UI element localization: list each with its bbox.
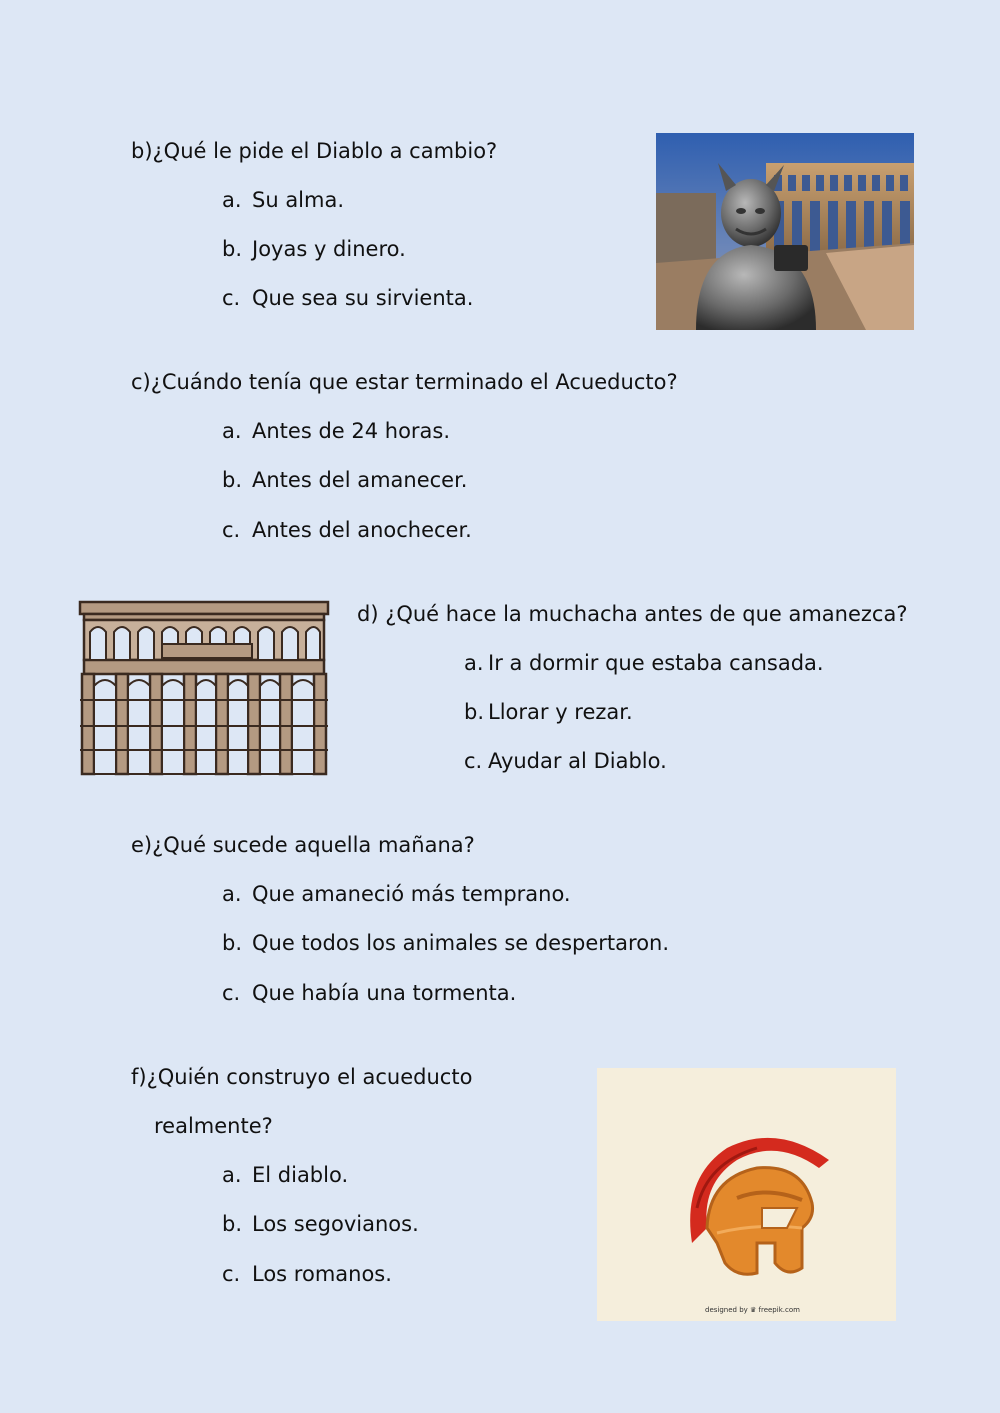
question-d-option-b[interactable] bbox=[464, 699, 633, 725]
option-text: Que todos los animales se despertaron. bbox=[252, 931, 670, 955]
question-c-option-b[interactable] bbox=[222, 467, 467, 493]
option-letter: c. bbox=[222, 1262, 241, 1286]
question-c-option-c[interactable] bbox=[222, 517, 472, 543]
option-text: Que había una tormenta. bbox=[252, 981, 517, 1005]
question-f-line2: realmente? bbox=[154, 1114, 273, 1138]
question-b: b)¿Qué le pide el Diablo a cambio? bbox=[131, 139, 498, 163]
option-letter: b. bbox=[222, 1212, 243, 1236]
question-e: e)¿Qué sucede aquella mañana? bbox=[131, 833, 475, 857]
question-d-option-a[interactable] bbox=[464, 650, 824, 676]
option-letter: a. bbox=[222, 1163, 242, 1187]
option-letter: a. bbox=[464, 651, 484, 675]
question-d-option-c[interactable] bbox=[464, 748, 667, 774]
question-e-option-b[interactable] bbox=[222, 930, 669, 956]
question-f-option-b[interactable] bbox=[222, 1211, 419, 1237]
option-letter: c. bbox=[222, 518, 241, 542]
question-c: c)¿Cuándo tenía que estar terminado el Acueducto? bbox=[131, 370, 678, 394]
option-text: El diablo. bbox=[252, 1163, 349, 1187]
option-text: Ir a dormir que estaba cansada. bbox=[488, 651, 824, 675]
question-d: d) ¿Qué hace la muchacha antes de que amanezca? bbox=[357, 602, 908, 626]
option-text: Ayudar al Diablo. bbox=[488, 749, 667, 773]
question-b-option-b[interactable] bbox=[222, 236, 406, 262]
option-letter: c. bbox=[222, 981, 241, 1005]
option-text: Su alma. bbox=[252, 188, 345, 212]
option-text: Que amaneció más temprano. bbox=[252, 882, 571, 906]
option-text: Antes de 24 horas. bbox=[252, 419, 451, 443]
question-e-option-c[interactable] bbox=[222, 980, 516, 1006]
option-letter: a. bbox=[222, 188, 242, 212]
question-e-option-a[interactable] bbox=[222, 881, 571, 907]
option-letter: a. bbox=[222, 419, 242, 443]
devil-statue-photo bbox=[656, 133, 914, 330]
option-text: Los romanos. bbox=[252, 1262, 392, 1286]
question-b-option-a[interactable] bbox=[222, 187, 344, 213]
option-letter: b. bbox=[464, 700, 485, 724]
helmet-drawing bbox=[597, 1068, 896, 1321]
question-f-option-a[interactable] bbox=[222, 1162, 348, 1188]
option-text: Los segovianos. bbox=[252, 1212, 419, 1236]
option-letter: a. bbox=[222, 882, 242, 906]
option-letter: b. bbox=[222, 931, 243, 955]
option-text: Joyas y dinero. bbox=[252, 237, 406, 261]
option-text: Antes del amanecer. bbox=[252, 468, 468, 492]
aqueduct-drawing bbox=[76, 600, 332, 776]
option-text: Que sea su sirvienta. bbox=[252, 286, 474, 310]
freepik-credit: designed by ♛ freepik.com bbox=[705, 1306, 800, 1314]
option-text: Llorar y rezar. bbox=[488, 700, 633, 724]
option-letter: c. bbox=[222, 286, 241, 310]
question-c-option-a[interactable] bbox=[222, 418, 450, 444]
option-letter: b. bbox=[222, 237, 243, 261]
option-letter: b. bbox=[222, 468, 243, 492]
question-f-option-c[interactable] bbox=[222, 1261, 392, 1287]
question-b-option-c[interactable] bbox=[222, 285, 473, 311]
question-f-line1: f)¿Quién construyo el acueducto bbox=[131, 1065, 473, 1089]
option-text: Antes del anochecer. bbox=[252, 518, 472, 542]
option-letter: c. bbox=[464, 749, 483, 773]
